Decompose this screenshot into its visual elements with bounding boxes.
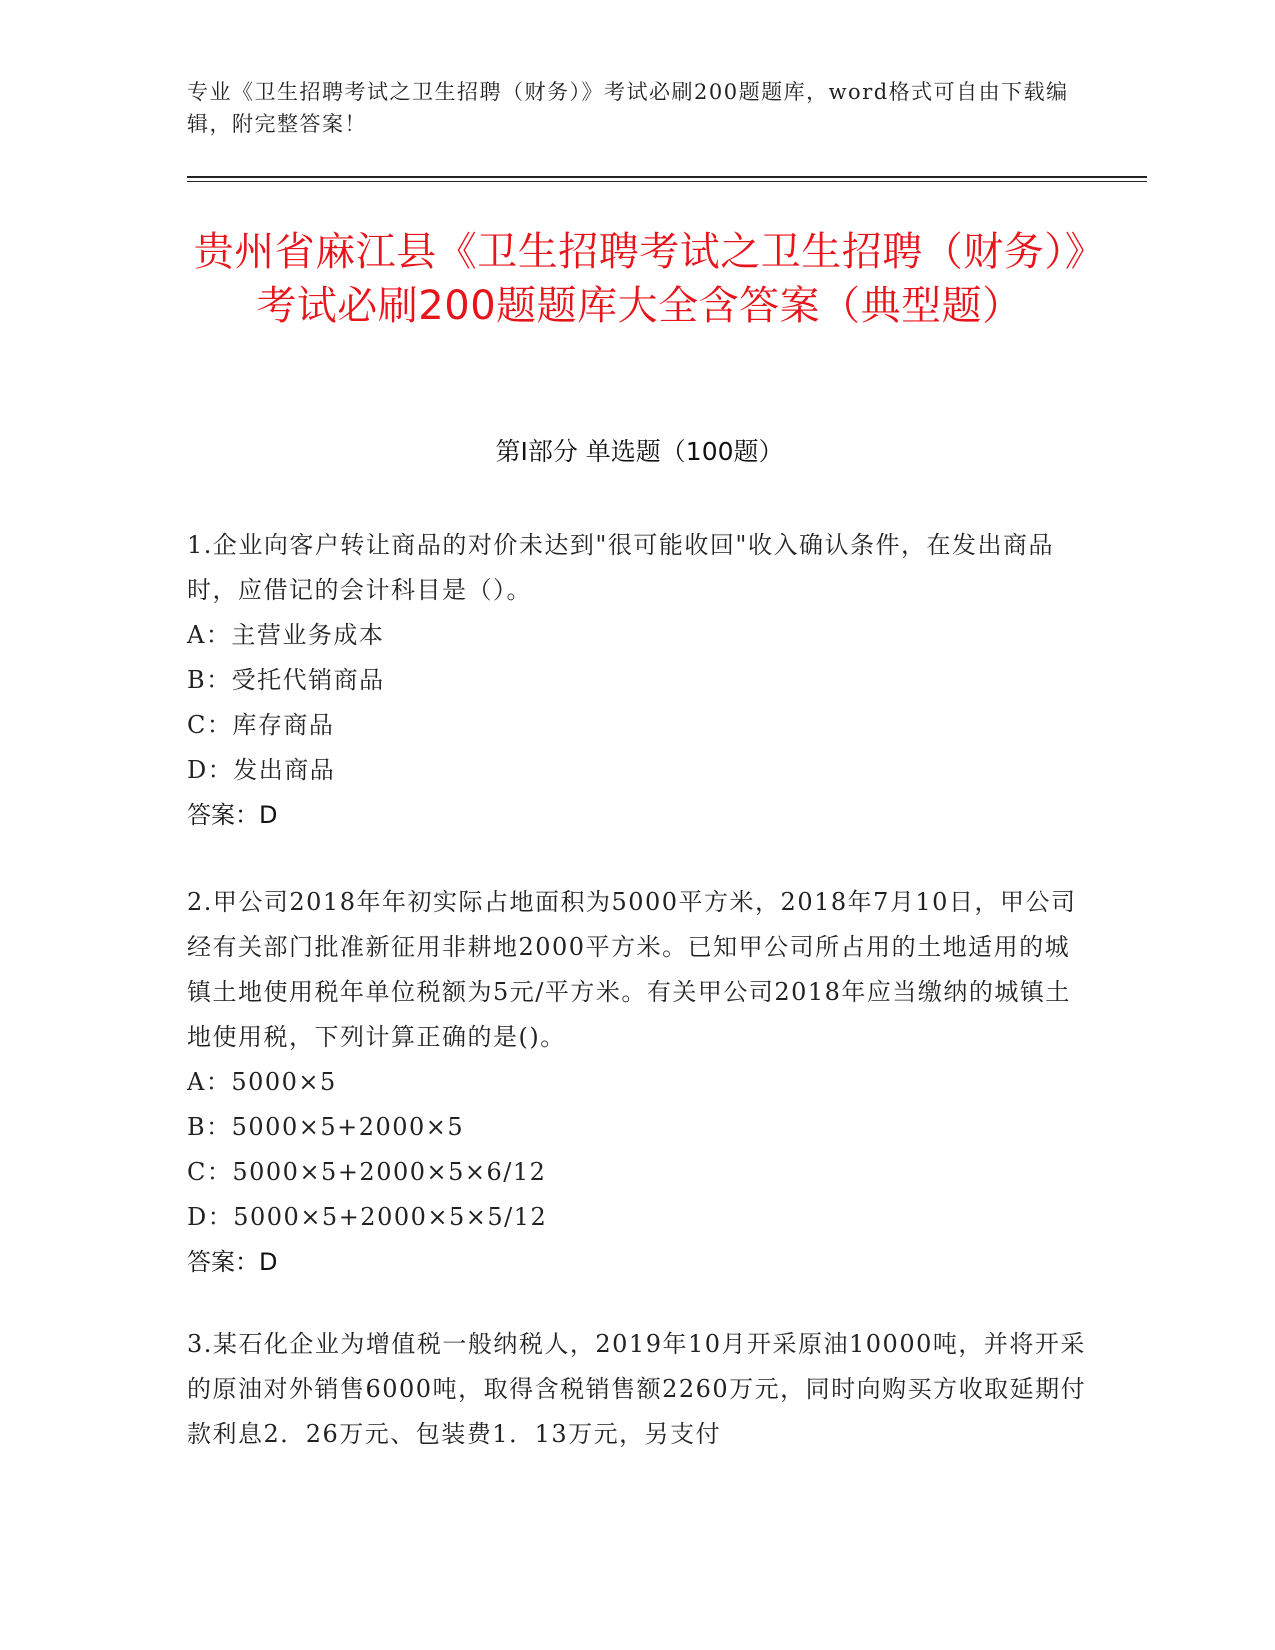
question-2 xyxy=(187,880,1087,1285)
option-a: A：5000×5 xyxy=(187,1068,337,1096)
question-stem: 3.某石化企业为增值税一般纳税人，2019年10月开采原油10000吨，并将开采的原油对外销售6000吨，取得含税销售额2260万元，同时向购买方收取延期付款利息2．26万元、包装费1．13万元，另支付 xyxy=(187,1330,1087,1448)
question-stem: 1.企业向客户转让商品的对价未达到"很可能收回"收入确认条件，在发出商品时，应借记的会计科目是（）。 xyxy=(187,531,1054,604)
question-stem: 2.甲公司2018年年初实际占地面积为5000平方米，2018年7月10日，甲公司经有关部门批准新征用非耕地2000平方米。已知甲公司所占用的土地适用的城镇土地使用税年单位税额为5元/平方米。有关甲公司2018年应当缴纳的城镇土地使用税，下列计算正确的是()。 xyxy=(187,888,1077,1051)
header-divider xyxy=(187,176,1147,178)
section-heading: 第Ⅰ部分 单选题（100题） xyxy=(495,437,784,466)
question-3 xyxy=(187,1322,1087,1457)
document-title: 贵州省麻江县《卫生招聘考试之卫生招聘（财务）》考试必刷200题题库大全含答案（典型题） xyxy=(193,229,1086,329)
question-1 xyxy=(187,523,1087,838)
header-divider-thin xyxy=(187,181,1147,182)
option-c: C：5000×5+2000×5×6/12 xyxy=(187,1158,547,1186)
answer-line: 答案：D xyxy=(187,1248,278,1276)
option-c: C：库存商品 xyxy=(187,711,335,739)
option-d: D：发出商品 xyxy=(187,756,336,784)
answer-line: 答案：D xyxy=(187,801,278,829)
option-b: B：受托代销商品 xyxy=(187,666,385,694)
option-d: D：5000×5+2000×5×5/12 xyxy=(187,1203,548,1231)
option-b: B：5000×5+2000×5 xyxy=(187,1113,465,1141)
option-a: A：主营业务成本 xyxy=(187,621,385,649)
header-note: 专业《卫生招聘考试之卫生招聘（财务）》考试必刷200题题库，word格式可自由下载编辑，附完整答案！ xyxy=(187,80,1069,136)
